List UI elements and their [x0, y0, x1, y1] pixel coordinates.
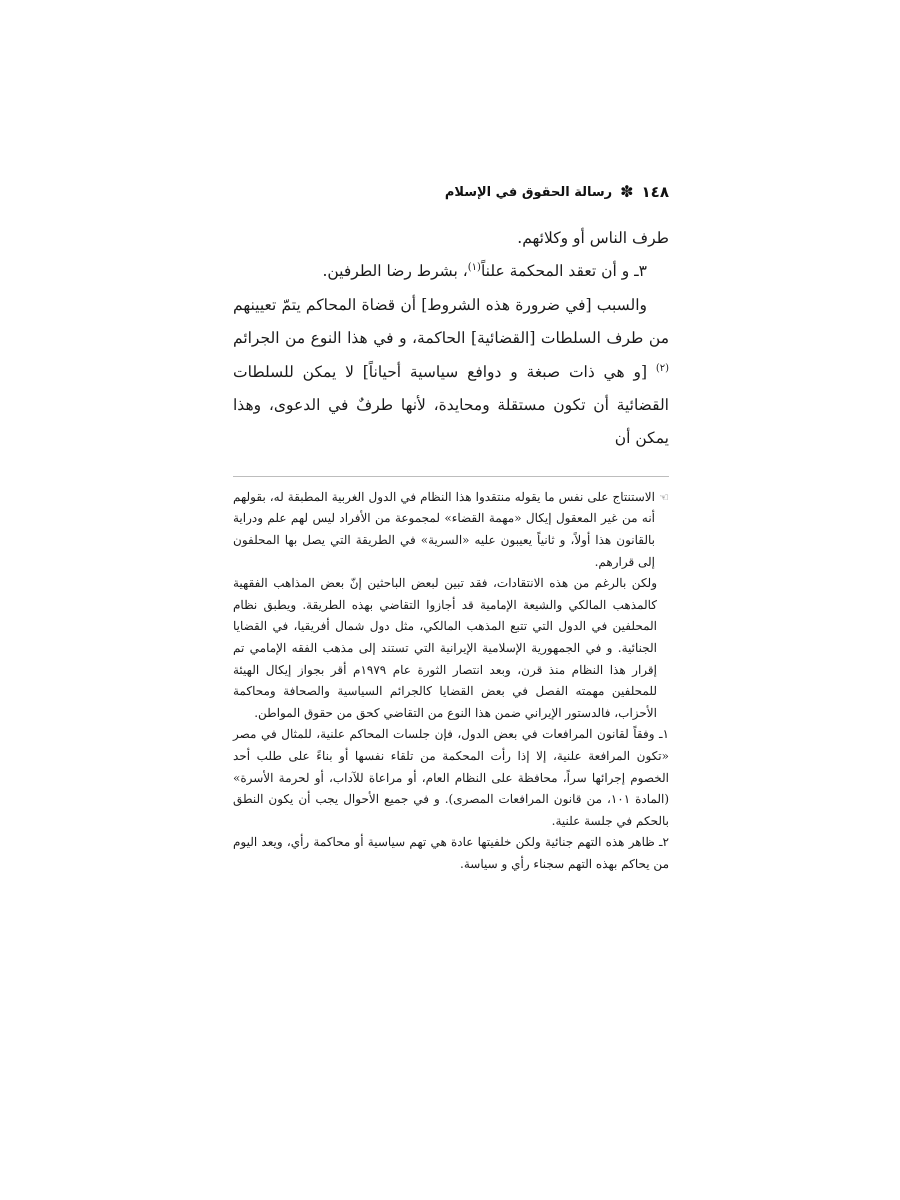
footnote-ref-1[interactable]: (١) [467, 262, 481, 274]
book-page [233, 180, 669, 876]
footnote-continued-text: الاستنتاج على نفس ما يقوله منتقدوا هذا النظام في الدول الغربية المطبقة له، بقولهم أنه من غير المعقول إيكال «مهمة القضاء» لمجموعة من الأفراد ليس لهم علم ودراية بالقانون هذا أولاً، و ثانياً يعيبون عليه «السرية» في الطريقة التي يصل بها المحلفون إلى قرارهم. [233, 489, 655, 569]
footnotes [233, 487, 669, 876]
item3-text: ٣ـ و أن تعقد المحكمة علناً [480, 262, 647, 281]
star-flower-icon: ✽ [620, 182, 634, 201]
para-text: والسبب [في ضرورة هذه الشروط] أن قضاة المحاكم يتمّ تعيينهم من طرف السلطات [القضائية] الحاكمة، و في هذا النوع من الجرائم [233, 295, 669, 348]
body-paragraph [233, 289, 669, 456]
footnote-divider [233, 476, 669, 477]
para-tail: [و هي ذات صبغة و دوافع سياسية أحياناً] لا يمكن للسلطات القضائية أن تكون مستقلة ومحايدة، لأنها طرفٌ في الدعوى، وهذا يمكن أن [233, 362, 669, 448]
pointing-hand-icon: ☜ [659, 490, 669, 504]
main-text [233, 222, 669, 456]
footnote-ref-2[interactable]: (٢) [655, 362, 669, 374]
body-item-3 [233, 255, 669, 288]
body-line-1: طرف الناس أو وكلائهم. [517, 229, 669, 247]
page-number: ١٤٨ [641, 183, 669, 201]
running-title: رسالة الحقوق في الإسلام [444, 184, 613, 200]
running-header [233, 180, 669, 204]
footnote-2: ٢ـ ظاهر هذه التهم جنائية ولكن خلفيتها عادة هي تهم سياسية أو محاكمة رأي، ويعد اليوم من يحاكم بهذه التهم سجناء رأي و سياسة. [233, 835, 669, 871]
footnote-continued-2: ولكن بالرغم من هذه الانتقادات، فقد تبين لبعض الباحثين إنّ بعض المذاهب الفقهية كالمذهب المالكي والشيعة الإمامية قد أجازوا التقاضي بهذه الطريقة. ويطبق نظام المحلفين في الدول التي تتبع المذهب المالكي، مثل دول شمال أفريقيا، في القضايا الجنائية. و في الجمهورية الإسلامية الإيرانية التي تستند إلى مذهب الفقه الإمامي تم إقرار هذا النظام منذ قرن، وبعد انتصار الثورة عام ١٩٧٩م أقر بجواز إيكال الهيئة للمحلفين مهمته الفصل في بعض القضايا كالجرائم السياسية والصحافة ومحاكمة الأحزاب، فالدستور الإيراني ضمن هذا النوع من التقاضي كحق من حقوق المواطن. [233, 576, 657, 720]
item3-tail: ، بشرط رضا الطرفين. [322, 262, 468, 281]
footnote-continued [233, 487, 669, 573]
footnote-1: ١ـ وفقاً لقانون المرافعات في بعض الدول، فإن جلسات المحاكم علنية، للمثال في مصر «تكون المرافعة علنية، إلا إذا رأت المحكمة من تلقاء نفسها أو بناءً على طلب أحد الخصوم إجرائها سراً، محافظة على النظام العام، أو مراعاة للآداب، أو لحرمة الأسرة» (المادة ١٠١، من قانون المرافعات المصرى). و في جميع الأحوال يجب أن يكون النطق بالحكم في جلسة علنية. [233, 727, 670, 828]
